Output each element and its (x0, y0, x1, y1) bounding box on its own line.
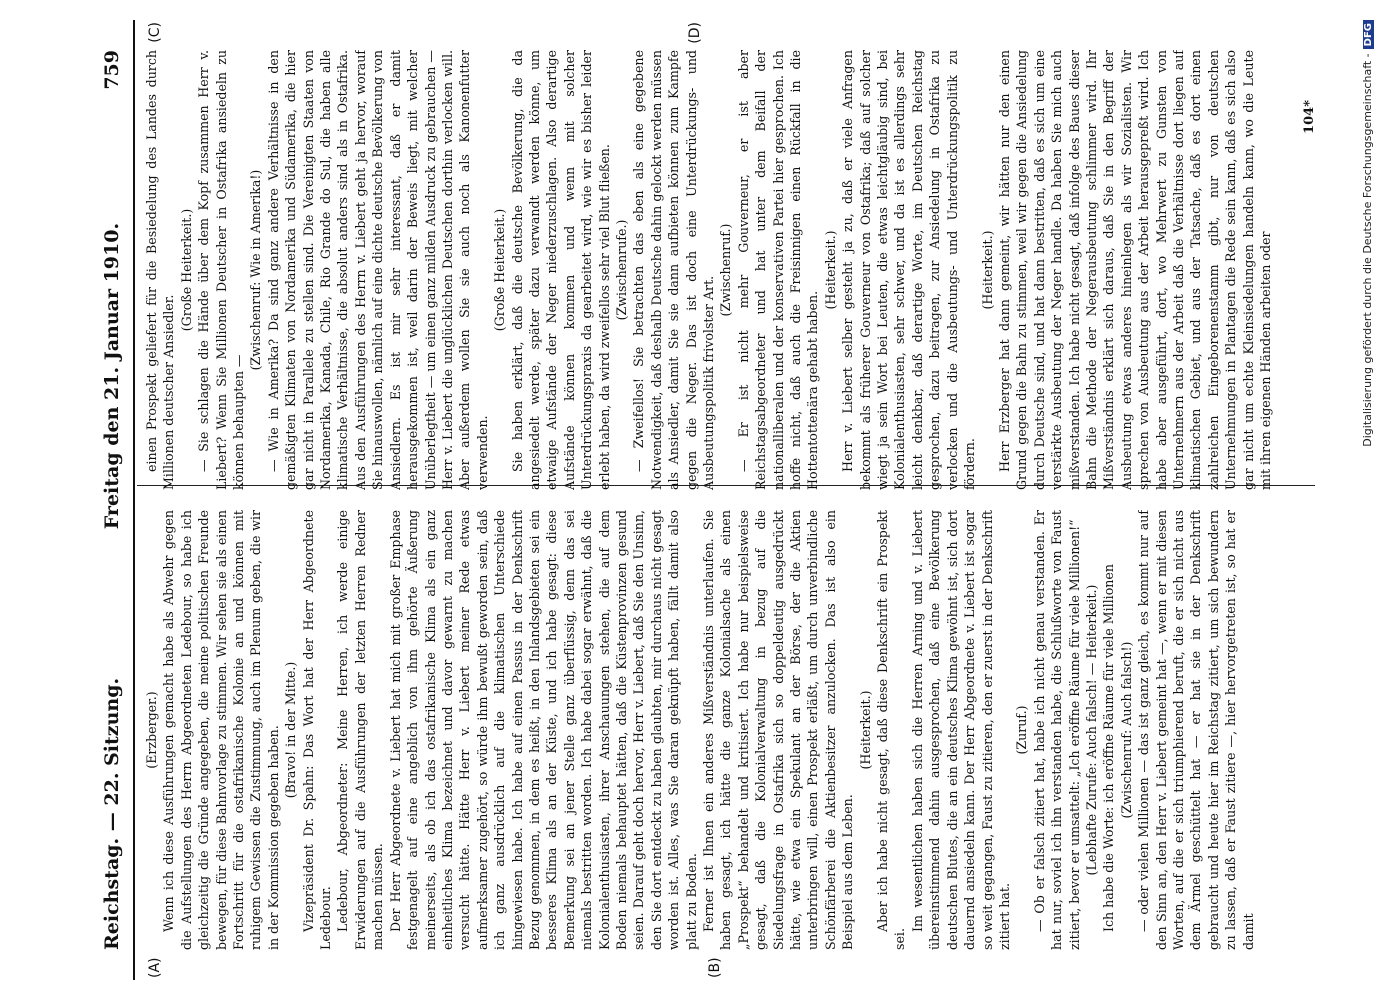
stage-direction: (Zuruf.) (1014, 705, 1030, 755)
paragraph: Wenn ich diese Ausführungen gemacht habe als Abwehr gegen die Aufstellungen des Herrn Abgeordneten Ledebour, so habe ich gleichzeitig die Gründe angegeben, die meine politischen Freunde bewegen, für diese Bahnvorlage zu stimmen. Wir sehen sie als einen Fortschritt für die ostafrikanische Kolonie an und können mit ruhigem Gewissen die Zustimmung, auch im Plenum geben, die wir in der Kommission gegeben haben. (161, 510, 281, 950)
header-rule (133, 20, 135, 980)
stage-direction: (Zwischenruf: Auch falsch!) (1118, 641, 1134, 819)
paragraph: Herr Erzberger hat dann gemeint, wir hätten nur den einen Grund gegen die Bahn zu stimmen, weil wir gegen die Ansiedelung durch Deutsche sind, und hat dann bestritten, daß es sich um eine verstärkte Ausbeutung der Neger handle. Da haben Sie mich auch mißverstanden. Ich habe nicht gesagt, daß infolge des Baues dieser Bahn die Methode der Negerausbeutung schlimmer wird. Ihr Mißverständnis erklärt sich daraus, daß Sie in den Begriff der Ausbeutung etwas anderes hineinlegen als wir Sozialisten. Wir sprechen von Ausbeutung aus der Arbeit herausgepreßt wird. Ich habe aber ausgeführt, dort, wo Mehrwert zu Gunsten von Unternehmern aus der Arbeit daß die Verhältnisse dort liegen auf klimatischen Gebiet, und aus der Tatsache, daß es dort einen zahlreichen Eingeborenenstamm gibt, nur von deutschen Unternehmungen in Plantagen die Rede sein kann, daß es sich also gar nicht um echte Kleinsiedelungen handeln kann, wo die Leute mit ihren eigenen Händen arbeiten oder (996, 50, 1273, 490)
stage-direction: (Zwischenruf.) (718, 223, 734, 317)
margin-marker-a: (A) (147, 957, 163, 978)
stage-direction: (Heiterkeit.) (979, 230, 995, 310)
paragraph: — Sie schlagen die Hände über dem Kopf zusammen Herr v. Liebert? Wenn Sie Millionen Deutscher in Ostafrika ansiedeln zu können behaupten — (196, 50, 247, 490)
stage-direction: (Heiterkeit.) (822, 230, 838, 310)
paragraph: Sie haben erklärt, daß die deutsche Bevölkerung, die da angesiedelt werde, später dazu verwandt werden könne, um etwaige Aufstände der Neger niederzuschlagen. Also derartige Aufstände können kommen und wenn mit solcher Unterdrückungspraxis da gearbeitet wird, wie wir es bisher leider erlebt haben, da wird zweifellos sehr viel Blut fließen. (509, 50, 612, 490)
paragraph: Der Herr Abgeordnete v. Liebert hat mich mit großer Emphase festgenagelt auf eine angeblich von ihm gehörte Äußerung meinerseits, als ob ich das ostafrikanische Klima als ein ganz einheitliches Klima bezeichnet und davor gewarnt zu machen versucht hätte. Hätte Herr v. Liebert meiner Rede etwas aufmerksamer zugehört, so würde ihm bewußt geworden sein, daß ich ganz ausdrücklich auf die klimatischen Unterschiede hingewiesen habe. Ich habe auf einen Passus in der Denkschrift Bezug genommen, in dem es heißt, in den Inlandsgebieten sei ein besseres Klima als an der Küste, und ich habe gesagt: diese Bemerkung sei an jener Stelle ganz überflüssig, denn das sei niemals bestritten worden. Ich habe dabei sogar erwähnt, daß die Kolonialenthusiasten, ihrer Anschauungen stehen, die auf dem Boden niemals behauptet hätten, daß die Küstenprovinzen gesund seien. Darauf geht doch hervor, Herr v. Liebert, daß Sie den Unsinn, den Sie dort entdeckt zu haben glaubten, mir durchaus nicht gesagt worden ist. Alles, was Sie daran geknüpft haben, fällt damit also platt zu Boden. (387, 510, 699, 950)
header-date: Freitag den 21. Januar 1910. (101, 222, 123, 530)
paragraph: Ferner ist Ihnen ein anderes Mißverständnis unterlaufen. Sie haben gesagt, ich hätte die ganze Kolonialsache als einen „Prospekt“ behandelt und kritisiert. Ich habe nur beispielsweise gesagt, daß die Kolonialverwaltung in bezug auf die Siedelungsfrage in Ostafrika sich so doppeldeutig ausgedrückt hätte, wie etwa ein Spekulant an der Börse, der die Aktien unterbringen will, einen Prospekt erläßt, um durch unverbindliche Schönfärberei die Aktienbesitzer anzulocken. Das ist also ein Beispiel aus dem Leben. (701, 510, 856, 950)
stage-direction: (Lebhafte Zurufe: Auch falsch! — Heiterkeit.) (1083, 584, 1099, 876)
paragraph: Herr v. Liebert selber gesteht ja zu, daß er viele Anfragen bekommt als früherer Gouverneur von Ostafrika; daß auf solcher wiegt ja sein Wort bei Leuten, die etwas leichtgläubig sind, bei Kolonialenthusiasten, sehr schwer, und da ist es allerdings sehr leicht denkbar, daß derartige Worte, im Deutschen Reichstag gesprochen, dazu beitragen, zur Ansiedelung in Ostafrika zu verlocken und die Ausbeutungs- und Unterdrückungspolitik zu fördern. (840, 50, 978, 490)
footer-number: 104* (1302, 100, 1317, 134)
paragraph: Aber ich habe nicht gesagt, daß diese Denkschrift ein Prospekt sei. (875, 510, 908, 950)
margin-marker-d: (D) (687, 22, 703, 44)
paragraph: Vizepräsident Dr. Spahn: Das Wort hat der Herr Abgeordnete Ledebour. (300, 510, 334, 950)
header-right (101, 50, 123, 529)
paragraph: — Zweifellos! Sie betrachten das eben als eine gegebene Notwendigkeit, daß deshalb Deutsche dahin gelockt werden müssen als Ansiedler, damit Sie sie dann aufbieten können zum Kampfe gegen die Neger. Das ist doch eine Unterdrückungs- und Ausbeutungspolitik frivolster Art. (631, 50, 716, 490)
paragraph: Ledebour, Abgeordneter: Meine Herren, ich werde einige Erwiderungen auf die Ausführungen der letzten Herren Redner machen müssen. (335, 510, 386, 950)
paragraph: — Ob er falsch zitiert hat, habe ich nicht genau verstanden. Er hat nur, soviel ich ihn verstanden habe, die Schlußworte von Faust zitiert, bevor er umsattelt: „Ich eröffne Räume für viele Millionen!“ (1031, 510, 1082, 950)
margin-marker-c: (C) (147, 22, 163, 43)
stage-direction: (Erzberger.) (144, 691, 159, 769)
header-left: Reichstag. — 22. Sitzung. (101, 677, 123, 950)
paragraph: Ich habe die Worte: ich eröffne Räume für viele Millionen (1101, 564, 1117, 932)
credit-text: Digitalisierung gefördert durch die Deutsche Forschungsgemeinschaft - (1361, 53, 1374, 447)
left-column (143, 510, 1313, 950)
stage-direction: (Bravo! in der Mitte.) (283, 661, 299, 799)
stage-direction: (Zwischenruf: Wie in Amerika!) (248, 169, 264, 371)
rotated-page (87, 20, 1327, 980)
paragraph: — Wie in Amerika? Da sind ganz andere Verhältnisse in den gemäßigten Klimaten von Nordamerika und Südamerika, die hier gar nicht in Parallele zu stellen sind. Die Vereinigten Staaten von Nordamerika, Kanada, Chile, Rio Grande do Sul, die haben alle klimatische Verhältnisse, die absolut anders sind als in Ostafrika. Aus den Ausführungen des Herrn v. Liebert geht ja hervor, worauf Sie hinauswollen, nämlich auf eine dichte deutsche Bevölkerung von Ansiedlern. Es ist mir sehr interessant, daß er damit herausgekommen ist, weil darin der Beweis liegt, mit welcher Unüberlegtheit — um einen ganz milden Ausdruck zu gebrauchen — Herr v. Liebert die unglücklichen Deutschen dorthin verlocken will. Aber außerdem wollen Sie sie auch noch als Kanonenfutter verwenden. (265, 50, 490, 490)
page-number: 759 (101, 50, 123, 90)
page-header (101, 50, 131, 950)
paragraph: Im wesentlichen haben sich die Herren Arning und v. Liebert übereinstimmend dahin ausgesprochen, daß eine Bevölkerung deutschen Blutes, die an ein deutsches Klima gewöhnt ist, sich dort dauernd ansiedeln kann. Der Herr Abgeordnete v. Liebert ist sogar so weit gegangen, Faust zu zitieren, den er zuerst in der Denkschrift zitiert hat. (909, 510, 1012, 950)
paragraph: einen Prospekt geliefert für die Besiedelung des Landes durch Millionen deutscher Ansiedler. (144, 50, 177, 490)
stage-direction: (Große Heiterkeit.) (492, 208, 508, 332)
stage-direction: (Große Heiterkeit.) (178, 208, 194, 332)
right-column (143, 50, 1313, 490)
margin-marker-b: (B) (707, 957, 723, 978)
paragraph: — oder vielen Millionen — das ist ganz gleich, es kommt nur auf den Sinn an, den Herr v. Liebert gemeint hat —, wenn er mit diesen Worten, auf die er sich triumphierend beruft, die er sich nicht aus dem Ärmel geschüttelt hat — er hat sie in der Denkschrift gebraucht und heute hier im Reichstag zitiert, um sich bewundern zu lassen, daß er Faust zitiere —, hier hervorgetreten ist, so hat er damit (1136, 510, 1256, 950)
digitization-credit (1361, 20, 1377, 980)
stage-direction: (Zwischenrufe.) (613, 219, 629, 321)
dfg-logo: DFG (1363, 20, 1374, 49)
paragraph: — Er ist nicht mehr Gouverneur, er ist aber Reichstagsabgeordneter und hat unter dem Beifall der nationalliberalen und der konservativen Partei hier gesprochen. Ich hoffe nicht, daß auch die Freisinnigen einen Rückfall in die Hottentottenära gehabt haben. (735, 50, 821, 490)
stage-direction: (Heiterkeit.) (857, 690, 873, 770)
